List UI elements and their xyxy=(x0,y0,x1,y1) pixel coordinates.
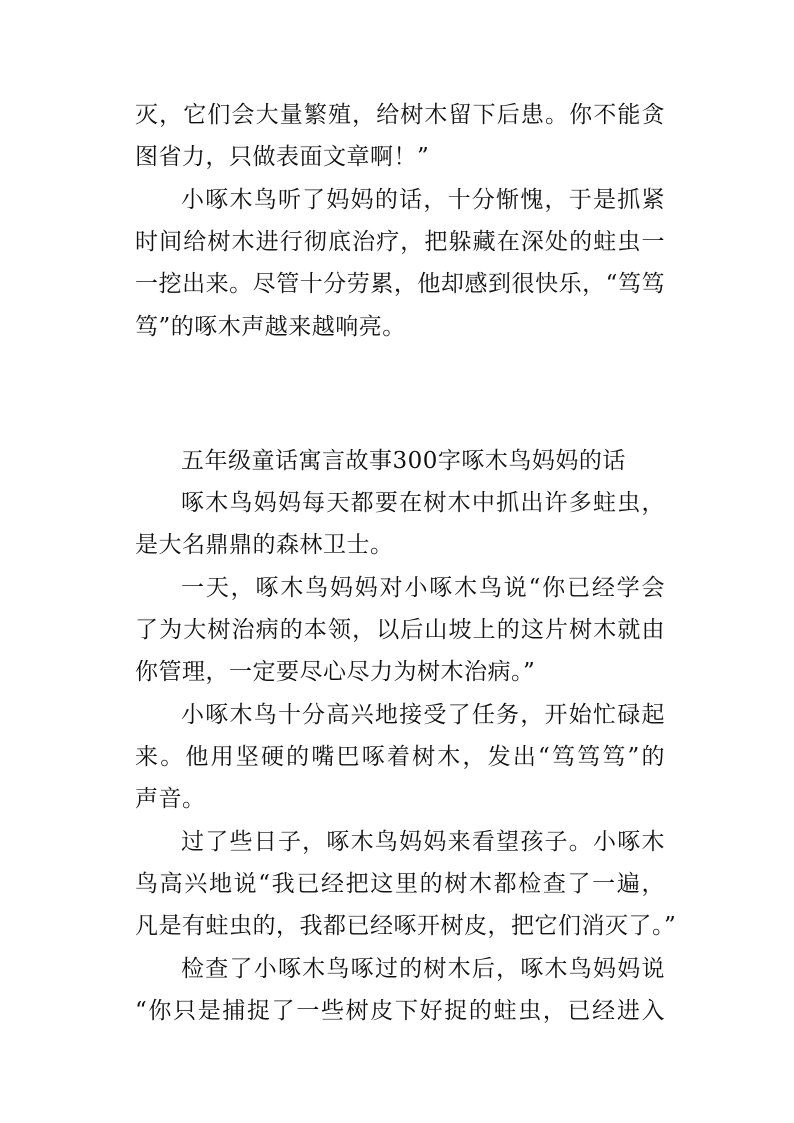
paragraph-line: 小啄木鸟听了妈妈的话，十分惭愧，于是抓紧 xyxy=(181,187,665,213)
paragraph-line: 笃”的啄木声越来越响亮。 xyxy=(135,314,406,340)
paragraph-line: 时间给树木进行彻底治疗，把躲藏在深处的蛀虫一 xyxy=(135,229,665,255)
paragraph-line: 灭，它们会大量繁殖，给树木留下后患。你不能贪 xyxy=(135,102,665,128)
paragraph-line: 图省力，只做表面文章啊！” xyxy=(135,144,430,170)
paragraph-line: 检查了小啄木鸟啄过的树木后，啄木鸟妈妈说 xyxy=(181,956,665,982)
paragraph-line: 一天，啄木鸟妈妈对小啄木鸟说“你已经学会 xyxy=(181,575,665,601)
paragraph-line: 来。他用坚硬的嘴巴啄着树木，发出“笃笃笃”的 xyxy=(135,744,665,770)
paragraph-line: 声音。 xyxy=(135,786,206,812)
paragraph-line: 一挖出来。尽管十分劳累，他却感到很快乐，“笃笃 xyxy=(135,271,665,297)
paragraph-line: 鸟高兴地说“我已经把这里的树木都检查了一遍， xyxy=(135,871,665,897)
paragraph-line: 了为大树治病的本领，以后山坡上的这片树木就由 xyxy=(135,617,665,643)
paragraph-line: 凡是有蛀虫的，我都已经啄开树皮，把它们消灭了。” xyxy=(135,913,677,939)
story-title: 五年级童话寓言故事300字啄木鸟妈妈的话 xyxy=(181,448,626,474)
paragraph-line: 小啄木鸟十分高兴地接受了任务，开始忙碌起 xyxy=(181,702,665,728)
paragraph-line: “你只是捕捉了一些树皮下好捉的蛀虫，已经进入 xyxy=(135,998,665,1024)
paragraph-line: 啄木鸟妈妈每天都要在树木中抓出许多蛀虫， xyxy=(181,490,665,516)
paragraph-line: 你管理，一定要尽心尽力为树木治病。” xyxy=(135,659,536,685)
paragraph-line: 过了些日子，啄木鸟妈妈来看望孩子。小啄木 xyxy=(181,829,665,855)
paragraph-line: 是大名鼎鼎的森林卫士。 xyxy=(135,532,394,558)
